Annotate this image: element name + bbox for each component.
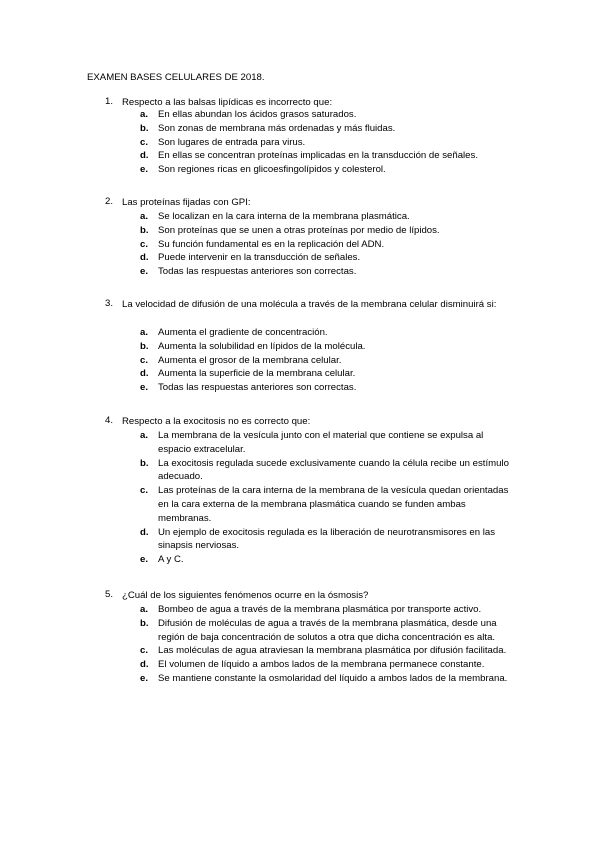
option-c: c. Su función fundamental es en la replicación del ADN. bbox=[140, 238, 385, 250]
option-d: d. Puede intervenir en la transducción de señales. bbox=[140, 252, 361, 264]
question-text: Respecto a la exocitosis no es correcto que: bbox=[122, 416, 311, 427]
option-a: a. Se localizan en la cara interna de la membrana plasmática. bbox=[140, 211, 410, 222]
option-a: a. La membrana de la vesícula junto con el material que contiene se expulsa al espacio extracelular. bbox=[140, 430, 484, 455]
document-title: EXAMEN BASES CELULARES DE 2018. bbox=[87, 72, 265, 83]
option-e: e. Son regiones ricas en glicoesfingolípidos y colesterol. bbox=[140, 164, 386, 176]
option-e: e. A y C. bbox=[140, 554, 184, 566]
option-d: d. Aumenta la superficie de la membrana celular. bbox=[140, 368, 356, 380]
option-c: c. Aumenta el grosor de la membrana celular. bbox=[140, 354, 342, 366]
option-c: c. Las moléculas de agua atraviesan la membrana plasmática por difusión facilitada. bbox=[140, 645, 507, 657]
option-b: b. Difusión de moléculas de agua a través de la membrana plasmática, desde una región de baja concentración de solutos a otra que dicha concentración es alta. bbox=[140, 617, 497, 643]
option-e: e. Se mantiene constante la osmolaridad del líquido a ambos lados de la membrana. bbox=[140, 672, 508, 684]
option-c: c. Las proteínas de la cara interna de la membrana de la vesícula quedan orientadas en la cara externa de la membrana plasmática cuando se funden ambas membranas. bbox=[140, 485, 509, 524]
question-1-options bbox=[0, 108, 600, 177]
option-a: a. Bombeo de agua a través de la membrana plasmática por transporte activo. bbox=[140, 604, 482, 615]
question-number: 5. bbox=[105, 589, 114, 600]
question-number: 3. bbox=[105, 298, 114, 309]
option-d: d. El volumen de líquido a ambos lados de la membrana permanece constante. bbox=[140, 659, 485, 671]
question-2-options bbox=[0, 210, 600, 279]
option-d: d. Un ejemplo de exocitosis regulada es la liberación de neurotransmisores en las sinapsis nerviosas. bbox=[140, 526, 496, 552]
question-3-options bbox=[0, 326, 600, 395]
option-a: a. Aumenta el gradiente de concentración. bbox=[140, 327, 328, 338]
option-b: b. Son proteínas que se unen a otras proteínas por medio de lípidos. bbox=[140, 224, 440, 236]
option-e: e. Todas las respuestas anteriores son correctas. bbox=[140, 382, 357, 394]
option-b: b. Son zonas de membrana más ordenadas y más fluidas. bbox=[140, 122, 396, 134]
question-text: La velocidad de difusión de una molécula a través de la membrana celular disminuirá si: bbox=[122, 299, 497, 310]
option-a: a. En ellas abundan los ácidos grasos saturados. bbox=[140, 109, 357, 120]
question-text: ¿Cuál de los siguientes fenómenos ocurre en la ósmosis? bbox=[122, 590, 369, 601]
option-b: b. Aumenta la solubilidad en lípidos de la molécula. bbox=[140, 340, 366, 352]
option-c: c. Son lugares de entrada para virus. bbox=[140, 136, 306, 148]
question-number: 2. bbox=[105, 196, 114, 207]
question-number: 1. bbox=[105, 96, 114, 107]
option-d: d. En ellas se concentran proteínas implicadas en la transducción de señales. bbox=[140, 150, 478, 162]
option-e: e. Todas las respuestas anteriores son correctas. bbox=[140, 266, 357, 278]
question-5-options bbox=[0, 603, 600, 686]
question-4-options bbox=[0, 429, 600, 567]
question-text: Respecto a las balsas lipídicas es incorrecto que: bbox=[122, 97, 333, 108]
question-text: Las proteínas fijadas con GPI: bbox=[122, 197, 251, 208]
question-number: 4. bbox=[105, 415, 114, 426]
option-b: b. La exocitosis regulada sucede exclusivamente cuando la célula recibe un estímulo adecuado. bbox=[140, 457, 509, 483]
